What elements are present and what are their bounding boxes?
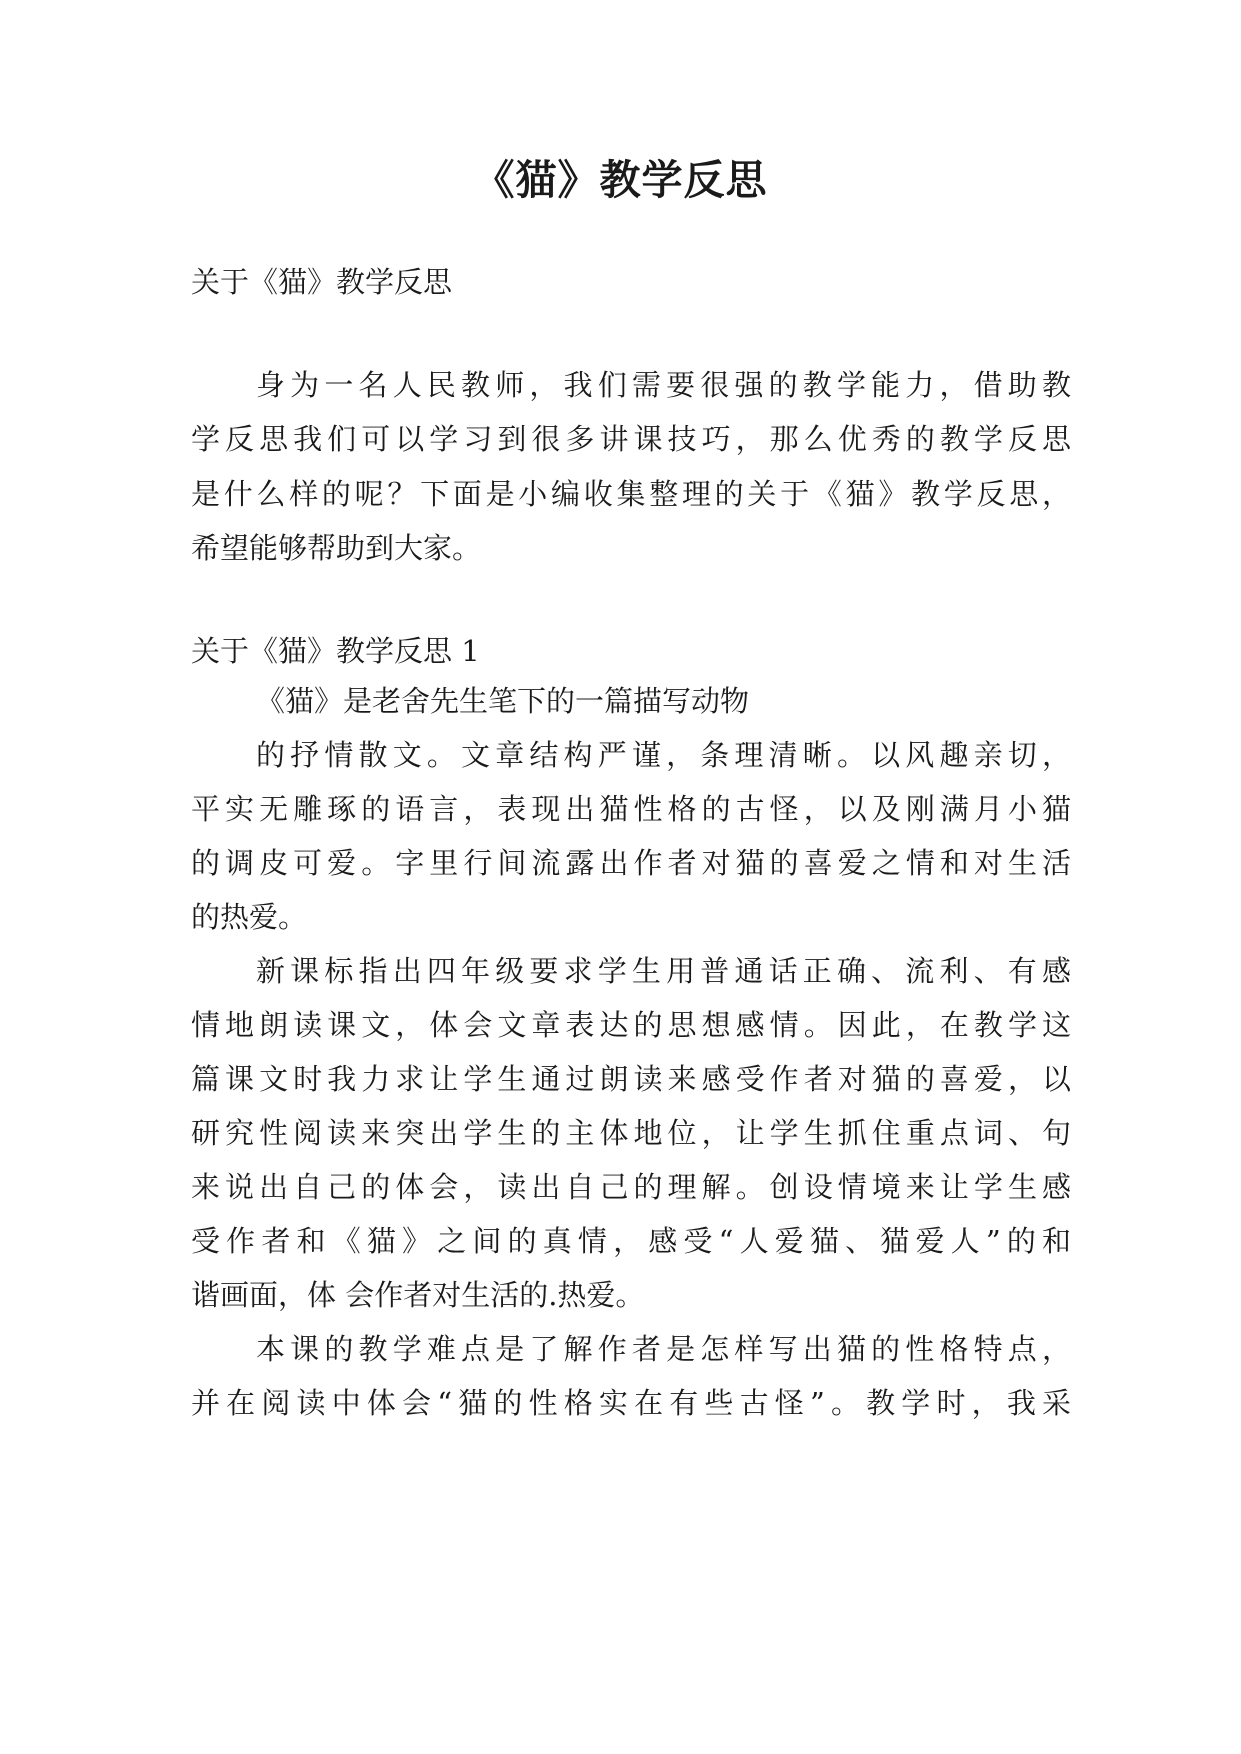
para2-line-1: 新课标指出四年级要求学生用普通话正确、流利、有感 [256, 954, 1071, 988]
para1-line-4: 的调皮可爱。字里行间流露出作者对猫的喜爱之情和对生活 [191, 846, 1071, 880]
subtitle-line: 关于《猫》教学反思 [191, 265, 453, 299]
intro-line-3: 是什么样的呢？下面是小编收集整理的关于《猫》教学反思， [191, 477, 1071, 511]
para2-line-3: 篇课文时我力求让学生通过朗读来感受作者对猫的喜爱，以 [191, 1062, 1071, 1096]
para1-line-2: 的抒情散文。文章结构严谨，条理清晰。以风趣亲切， [256, 738, 1071, 772]
para2-line-4: 研究性阅读来突出学生的主体地位，让学生抓住重点词、句 [191, 1116, 1071, 1150]
para3-line-1: 本课的教学难点是了解作者是怎样写出猫的性格特点， [256, 1332, 1071, 1366]
para1-line-1: 《猫》是老舍先生笔下的一篇描写动物 [256, 684, 750, 718]
document-title: 《猫》教学反思 [473, 156, 768, 204]
para1-line-5: 的热爱。 [191, 900, 308, 934]
intro-line-1: 身为一名人民教师，我们需要很强的教学能力，借助教 [256, 368, 1071, 402]
para2-line-7: 谐画面，体 会作者对生活的.热爱。 [191, 1278, 645, 1312]
para2-line-2: 情地朗读课文，体会文章表达的思想感情。因此，在教学这 [191, 1008, 1071, 1042]
para2-line-5: 来说出自己的体会，读出自己的理解。创设情境来让学生感 [191, 1170, 1071, 1204]
section-heading: 关于《猫》教学反思 1 [191, 634, 480, 668]
para3-line-2: 并在阅读中体会“猫的性格实在有些古怪”。教学时，我采 [191, 1386, 1071, 1420]
intro-line-4: 希望能够帮助到大家。 [191, 531, 482, 565]
para1-line-3: 平实无雕琢的语言，表现出猫性格的古怪，以及刚满月小猫 [191, 792, 1071, 826]
para2-line-6: 受作者和《猫》之间的真情，感受“人爱猫、猫爱人”的和 [191, 1224, 1071, 1258]
intro-line-2: 学反思我们可以学习到很多讲课技巧，那么优秀的教学反思 [191, 422, 1071, 456]
